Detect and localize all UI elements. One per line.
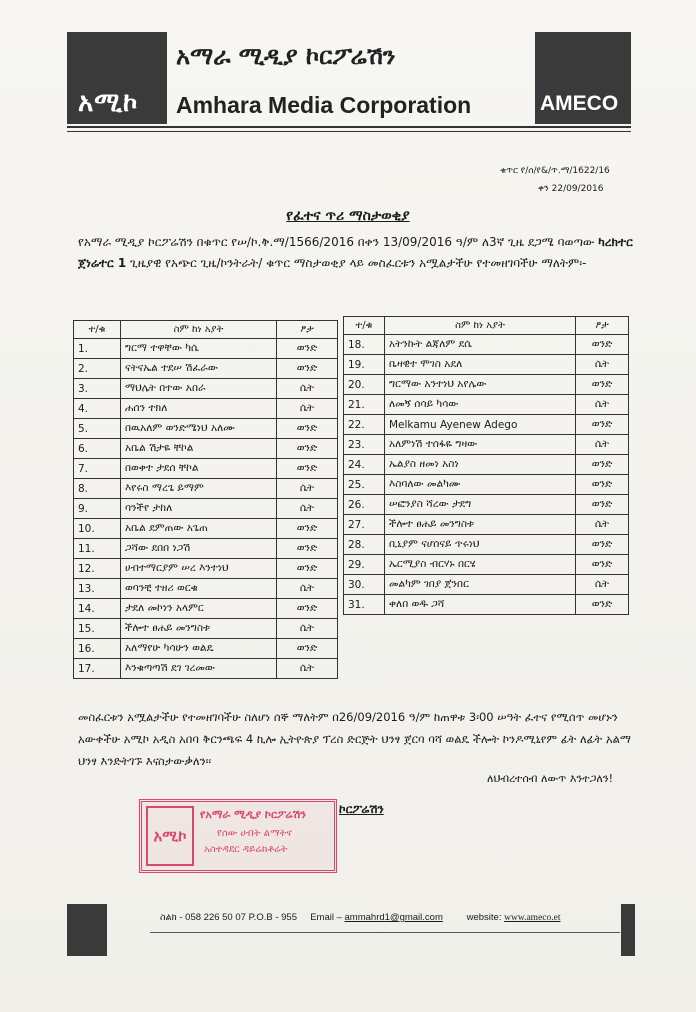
- cell-gender: ወንድ: [277, 559, 338, 579]
- cell-no: 5.: [74, 419, 121, 439]
- cell-gender: ወንድ: [576, 555, 629, 575]
- cell-name: ኤልያስ ዘመነ አስነ: [385, 455, 576, 475]
- table-row: [344, 355, 629, 375]
- org-name-english: Amhara Media Corporation: [176, 92, 472, 118]
- org-name-amharic: አማራ ሚዲያ ኮርፖሬሽን: [176, 42, 396, 70]
- intro-position: ካረክተር ጀነሬተር 1: [78, 235, 633, 270]
- cell-name: አለምነሽ ተሰፋዬ ግዛው: [385, 435, 576, 455]
- cell-no: 25.: [344, 475, 385, 495]
- cell-no: 9.: [74, 499, 121, 519]
- cell-gender: ወንድ: [576, 415, 629, 435]
- footer-website-link[interactable]: www.ameco.et: [504, 913, 561, 923]
- cell-no: 11.: [74, 539, 121, 559]
- cell-no: 7.: [74, 459, 121, 479]
- cell-gender: ወንድ: [277, 459, 338, 479]
- cell-gender: ወንድ: [576, 455, 629, 475]
- logo-left-text: አሚኮ: [78, 88, 139, 118]
- cell-no: 23.: [344, 435, 385, 455]
- cell-gender: ሴት: [576, 395, 629, 415]
- closing-slogan: ለህብረተሰብ ለውጥ እንተጋለን!: [487, 772, 614, 785]
- cell-gender: ሴት: [576, 435, 629, 455]
- table-row: [344, 455, 629, 475]
- table-row: [74, 619, 338, 639]
- stamp-logo: አሚኮ: [146, 806, 194, 866]
- cell-name: Melkamu Ayenew Adego: [385, 415, 576, 435]
- cell-name: አቤል ሽታዬ ቸኮል: [121, 439, 277, 459]
- table-row: [344, 495, 629, 515]
- document-title: የፈተና ጥሪ ማስታወቂያ: [286, 208, 410, 224]
- cell-name: ችሎተ ፀሐይ መንግስቱ: [121, 619, 277, 639]
- table-row: [74, 559, 338, 579]
- official-stamp: [139, 799, 337, 873]
- cell-name: ናትናኤል ተደሠ ሽፈራው: [121, 359, 277, 379]
- reference-date: ቀን 22/09/2016: [538, 184, 604, 194]
- footer-website-label: website:: [466, 912, 505, 923]
- table-row: [74, 639, 338, 659]
- header-name: ስም ከነ አያት: [121, 321, 277, 339]
- cell-no: 15.: [74, 619, 121, 639]
- cell-name: አለማየሁ ካሳሁን ወልዴ: [121, 639, 277, 659]
- table-row: [74, 439, 338, 459]
- table-row: [344, 575, 629, 595]
- table-row: [74, 359, 338, 379]
- footer-contact: [160, 912, 561, 923]
- cell-no: 8.: [74, 479, 121, 499]
- reference-number: ቁጥር የ/ሰ/የ&/ጥ.ማ/1622/16: [500, 166, 610, 176]
- table-row: [74, 419, 338, 439]
- table-row: [74, 539, 338, 559]
- cell-no: 27.: [344, 515, 385, 535]
- table-row: [74, 339, 338, 359]
- cell-no: 22.: [344, 415, 385, 435]
- table-row: [344, 395, 629, 415]
- header-divider: [67, 126, 631, 128]
- cell-no: 17.: [74, 659, 121, 679]
- exam-notice-paragraph: መስፈርቱን አሟልታችሁ የተመዘገባችሁ ስለሆነ ሰኞ ማለትም በ26/09/2016 ዓ/ም ከጠዋቱ 3፡00 ሠዓት ፈተና የሚሰጥ መሆኑን አውቀችሁ አሚኮ አዲስ አበባ ቅርንጫፍ 4 ኪሎ ኢትዮጵያ ፕረስ ድርጅት ህንፃ ጀርባ ባሻ ወልዴ ችሎት ኮንዶሚኒየም ፊት ለፊት አልማ ህንፃ እንድትገኙ እናስታውቃለን፡፡: [78, 710, 631, 768]
- cell-no: 26.: [344, 495, 385, 515]
- cell-no: 24.: [344, 455, 385, 475]
- cell-gender: ሴት: [277, 399, 338, 419]
- cell-name: ኤርሚያስ ብርሃኑ በርሄ: [385, 555, 576, 575]
- table-header-row: [344, 317, 629, 335]
- table-row: [74, 399, 338, 419]
- logo-right-text: AMECO: [540, 92, 619, 115]
- cell-name: ግርማው አንተነህ አየሌው: [385, 375, 576, 395]
- cell-gender: ወንድ: [277, 439, 338, 459]
- cell-name: ግርማ ተዋቸው ካሴ: [121, 339, 277, 359]
- header-no: ተ/ቁ: [344, 317, 385, 335]
- candidate-table-right: [343, 316, 629, 615]
- cell-name: እየሩስ ማረጌ ይማም: [121, 479, 277, 499]
- cell-no: 6.: [74, 439, 121, 459]
- cell-gender: ወንድ: [277, 539, 338, 559]
- cell-no: 1.: [74, 339, 121, 359]
- cell-no: 16.: [74, 639, 121, 659]
- table-row: [344, 515, 629, 535]
- cell-gender: ሴት: [277, 499, 338, 519]
- stamp-line2: የሰው ሀብት ልማትና: [217, 828, 292, 839]
- intro-part2: ጊዜያዊ የአጭር ጊዜ/ኮንትራት/ ቁጥር ማስታወቂያ ላይ መስፈርቱን አሟልታችሁ የተመዘገባችሁ ማለትም፡-: [126, 256, 587, 270]
- cell-no: 13.: [74, 579, 121, 599]
- cell-gender: ወንድ: [576, 495, 629, 515]
- cell-gender: ሴት: [277, 379, 338, 399]
- cell-name: ሀብተማርያም ሠረ እንተነህ: [121, 559, 277, 579]
- cell-no: 29.: [344, 555, 385, 575]
- cell-no: 10.: [74, 519, 121, 539]
- cell-gender: ሴት: [576, 355, 629, 375]
- cell-name: እስባለው መልካሙ: [385, 475, 576, 495]
- footer-block-left: [67, 904, 107, 956]
- cell-no: 21.: [344, 395, 385, 415]
- table-header-row: [74, 321, 338, 339]
- cell-gender: ወንድ: [576, 335, 629, 355]
- cell-name: ባንችየ ታከለ: [121, 499, 277, 519]
- header-divider-thin: [67, 131, 631, 132]
- cell-gender: ሴት: [277, 479, 338, 499]
- footer-block-right: [621, 904, 635, 956]
- table-row: [344, 535, 629, 555]
- table-row: [344, 595, 629, 615]
- table-row: [74, 459, 338, 479]
- table-row: [344, 435, 629, 455]
- cell-gender: ሴት: [277, 579, 338, 599]
- cell-no: 18.: [344, 335, 385, 355]
- signoff: ኮርፖሬሽን: [339, 802, 384, 816]
- cell-gender: ሴት: [277, 659, 338, 679]
- cell-name: ሠፎንያስ ሻረው ታደግ: [385, 495, 576, 515]
- footer-email-link[interactable]: ammahrd1@gmail.com: [344, 912, 443, 923]
- cell-name: ለመኝ ሰሳይ ካሳው: [385, 395, 576, 415]
- cell-no: 2.: [74, 359, 121, 379]
- cell-name: ማህሌት በተው አበራ: [121, 379, 277, 399]
- header-gender: ፆታ: [576, 317, 629, 335]
- cell-no: 30.: [344, 575, 385, 595]
- table-row: [344, 555, 629, 575]
- candidate-table-left: [73, 320, 338, 679]
- cell-name: ጋሻው ደበበ ነጋሽ: [121, 539, 277, 559]
- cell-no: 20.: [344, 375, 385, 395]
- cell-gender: ወንድ: [277, 419, 338, 439]
- cell-name: ሐሰን ተክለ: [121, 399, 277, 419]
- footer-email-label: Email –: [310, 912, 345, 923]
- cell-gender: ሴት: [277, 619, 338, 639]
- cell-no: 19.: [344, 355, 385, 375]
- cell-no: 31.: [344, 595, 385, 615]
- cell-no: 28.: [344, 535, 385, 555]
- cell-gender: ወንድ: [576, 595, 629, 615]
- cell-gender: ወንድ: [576, 475, 629, 495]
- table-row: [74, 499, 338, 519]
- cell-gender: ወንድ: [576, 535, 629, 555]
- cell-name: አቤል ደምጠው አጌጠ: [121, 519, 277, 539]
- header-no: ተ/ቁ: [74, 321, 121, 339]
- table-row: [74, 379, 338, 399]
- cell-name: መልካም ገበያ ጀንበር: [385, 575, 576, 595]
- cell-gender: ወንድ: [277, 639, 338, 659]
- table-row: [344, 335, 629, 355]
- cell-no: 14.: [74, 599, 121, 619]
- table-row: [74, 479, 338, 499]
- table-row: [344, 375, 629, 395]
- cell-no: 4.: [74, 399, 121, 419]
- cell-no: 12.: [74, 559, 121, 579]
- intro-part1: የአማራ ሚዲያ ኮርፖሬሽን በቁጥር የሠ/ኮ.ቅ.ማ/1566/2016 በቀን 13/09/2016 ዓ/ም ለ3ኛ ጊዜ ደጋሜ ባወጣው: [78, 235, 599, 249]
- table-row: [74, 579, 338, 599]
- stamp-line1: የአማራ ሚዲያ ኮርፖሬሽን: [200, 808, 306, 821]
- footer-divider: [150, 932, 620, 933]
- cell-name: ቤዛዊተ ሞገስ አደለ: [385, 355, 576, 375]
- cell-name: አትንኩት ልጃለም ደሴ: [385, 335, 576, 355]
- cell-name: ወባንቺ ተዘሪ ወርቁ: [121, 579, 277, 599]
- table-row: [74, 519, 338, 539]
- cell-name: በወቀተ ታደሰ ቸኮል: [121, 459, 277, 479]
- intro-paragraph: [78, 232, 633, 274]
- cell-no: 3.: [74, 379, 121, 399]
- stamp-line3: አስተዳደር ዳይሬክቶሬት: [204, 844, 288, 855]
- header-gender: ፆታ: [277, 321, 338, 339]
- table-row: [74, 659, 338, 679]
- cell-name: ቀለበ ወዱ ጋሻ: [385, 595, 576, 615]
- cell-gender: ወንድ: [277, 339, 338, 359]
- cell-gender: ሴት: [576, 575, 629, 595]
- cell-gender: ወንድ: [277, 359, 338, 379]
- cell-name: በዉአለም ወንድሜነህ አለሙ: [121, 419, 277, 439]
- cell-name: እንቁጣጣሽ ደገ ገረመው: [121, 659, 277, 679]
- cell-gender: ሴት: [576, 515, 629, 535]
- cell-gender: ወንድ: [277, 519, 338, 539]
- table-row: [344, 475, 629, 495]
- cell-gender: ወንድ: [576, 375, 629, 395]
- cell-gender: ወንድ: [277, 599, 338, 619]
- cell-name: ታደለ መኮነን አላምር: [121, 599, 277, 619]
- table-row: [344, 415, 629, 435]
- footer-phone: ስልክ - 058 226 50 07 P.O.B - 955: [160, 912, 297, 923]
- cell-name: ቢኒያም ናሆሰናይ ጥሩነህ: [385, 535, 576, 555]
- cell-name: ችሎተ ፀሐይ መንግስቱ: [385, 515, 576, 535]
- table-row: [74, 599, 338, 619]
- header-name: ስም ከነ አያት: [385, 317, 576, 335]
